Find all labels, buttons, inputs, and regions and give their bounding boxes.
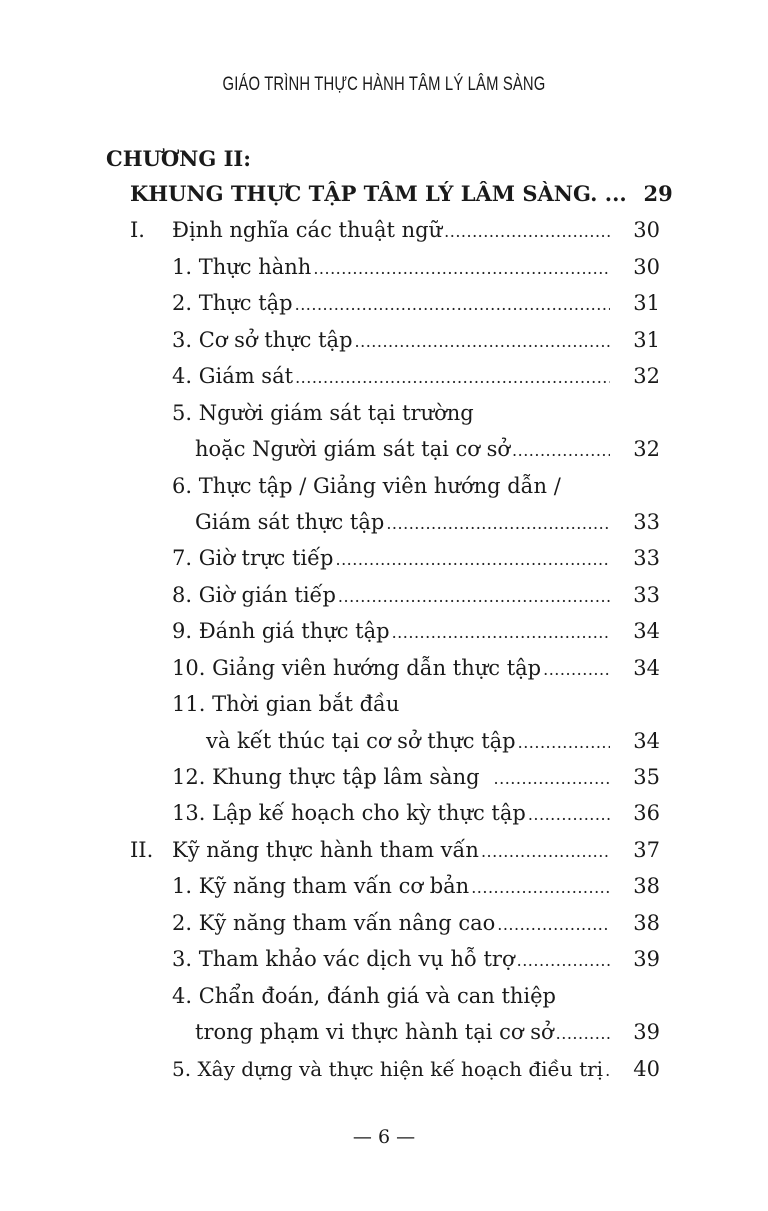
toc-item-label: 4. Giám sát <box>172 364 294 388</box>
toc-item-label: 1. Thực hành <box>172 255 312 279</box>
toc-item-page: 38 <box>633 911 660 935</box>
toc-item-label-cont: trong phạm vi thực hành tại cơ sở <box>195 1020 554 1044</box>
toc-item[interactable] <box>172 946 660 974</box>
toc-item-label: 13. Lập kế hoạch cho kỳ thực tập <box>172 801 526 825</box>
toc-item[interactable] <box>172 764 660 792</box>
toc-item-page: 34 <box>633 729 660 753</box>
dot-leader <box>392 618 610 646</box>
toc-item[interactable] <box>195 1019 660 1047</box>
toc-item[interactable] <box>195 436 660 464</box>
toc-item[interactable] <box>172 545 660 573</box>
toc-item-page: 33 <box>633 546 660 570</box>
toc-item-first-line[interactable] <box>172 400 660 426</box>
dot-leader <box>481 837 610 865</box>
toc-item[interactable] <box>172 582 660 610</box>
toc-item-label: 12. Khung thực tập lâm sàng <box>172 765 480 789</box>
dot-leader <box>543 655 610 683</box>
section-entry[interactable] <box>172 837 660 865</box>
dot-leader <box>471 873 610 901</box>
section-numeral: II. <box>130 838 154 862</box>
toc-item-first-line[interactable] <box>172 691 660 717</box>
chapter-label: CHƯƠNG II: <box>106 146 252 171</box>
dot-leader <box>313 254 610 282</box>
toc-item-label: 2. Thực tập <box>172 291 293 315</box>
dot-leader <box>528 800 610 828</box>
toc-item-page: 39 <box>633 947 660 971</box>
toc-item-label-cont: Giám sát thực tập <box>195 510 385 534</box>
dot-leader <box>497 910 610 938</box>
section-title: Định nghĩa các thuật ngữ <box>172 218 443 242</box>
dot-leader <box>556 1019 610 1047</box>
toc-item-page: 39 <box>633 1020 660 1044</box>
toc-item-page: 31 <box>633 291 660 315</box>
toc-item-page: 34 <box>633 656 660 680</box>
toc-item-page: 34 <box>633 619 660 643</box>
toc-item-first-line[interactable] <box>172 983 660 1009</box>
toc-item-label: 5. Người giám sát tại trường <box>172 401 474 425</box>
dot-leader <box>295 363 610 391</box>
toc-item[interactable] <box>195 509 660 537</box>
section-page: 30 <box>633 218 660 242</box>
toc-item[interactable] <box>172 910 660 938</box>
toc-item-page: 36 <box>633 801 660 825</box>
dot-leader <box>295 290 610 318</box>
dot-leader <box>512 436 610 464</box>
toc-item-label: 8. Giờ gián tiếp <box>172 583 336 607</box>
dot-leader <box>386 509 610 537</box>
toc-item-page: 38 <box>633 874 660 898</box>
toc-item-label-cont: và kết thúc tại cơ sở thực tập <box>206 729 516 753</box>
toc-item[interactable] <box>172 655 660 683</box>
page-number: — 6 — <box>352 1126 416 1148</box>
toc-item-first-line[interactable] <box>172 473 660 499</box>
toc-item[interactable] <box>172 254 660 282</box>
toc-item-page: 40 <box>633 1057 660 1081</box>
toc-item-label: 3. Tham khảo vác dịch vụ hỗ trợ <box>172 947 515 971</box>
dot-leader <box>338 582 610 610</box>
toc-item-page: 33 <box>633 583 660 607</box>
dot-leader <box>517 946 610 974</box>
toc-item-page: 32 <box>633 364 660 388</box>
chapter-page: 29 <box>643 181 673 206</box>
toc-item-label: 5. Xây dựng và thực hiện kế hoạch điều trị <box>172 1057 604 1081</box>
toc-item-page: 35 <box>633 765 660 789</box>
toc-item[interactable] <box>206 728 660 756</box>
running-head: GIÁO TRÌNH THỰC HÀNH TÂM LÝ LÂM SÀNG <box>222 74 546 95</box>
chapter-title-entry[interactable] <box>130 181 673 207</box>
toc-item-page: 32 <box>633 437 660 461</box>
toc-item-label: 10. Giảng viên hướng dẫn thực tập <box>172 656 542 680</box>
toc-item-page: 30 <box>633 255 660 279</box>
dot-leader <box>335 545 610 573</box>
toc-item-label: 6. Thực tập / Giảng viên hướng dẫn / <box>172 474 561 498</box>
toc-item-label: 7. Giờ trực tiếp <box>172 546 334 570</box>
toc-item[interactable] <box>172 618 660 646</box>
toc-item[interactable] <box>172 327 660 355</box>
dot-leader <box>518 728 610 756</box>
dot-leader <box>605 1056 610 1084</box>
dot-leader <box>355 327 610 355</box>
chapter-title: KHUNG THỰC TẬP TÂM LÝ LÂM SÀNG. ... <box>130 181 627 206</box>
section-page: 37 <box>633 838 660 862</box>
toc-item[interactable] <box>172 290 660 318</box>
toc-item-label: 9. Đánh giá thực tập <box>172 619 390 643</box>
toc-item-page: 31 <box>633 328 660 352</box>
section-numeral: I. <box>130 218 145 242</box>
toc-item-label: 4. Chẩn đoán, đánh giá và can thiệp <box>172 984 556 1008</box>
dot-leader <box>444 217 610 245</box>
toc-item-label: 11. Thời gian bắt đầu <box>172 692 400 716</box>
toc-item[interactable] <box>172 1056 660 1084</box>
section-title: Kỹ năng thực hành tham vấn <box>172 838 479 862</box>
toc-item-label-cont: hoặc Người giám sát tại cơ sở <box>195 437 511 461</box>
toc-item-label: 3. Cơ sở thực tập <box>172 328 353 352</box>
toc-item-label: 1. Kỹ năng tham vấn cơ bản <box>172 874 470 898</box>
toc-item-page: 33 <box>633 510 660 534</box>
toc-item[interactable] <box>172 873 660 901</box>
toc-item-label: 2. Kỹ năng tham vấn nâng cao <box>172 911 496 935</box>
dot-leader <box>494 764 610 792</box>
toc-item[interactable] <box>172 363 660 391</box>
section-entry[interactable] <box>172 217 660 245</box>
toc-item[interactable] <box>172 800 660 828</box>
